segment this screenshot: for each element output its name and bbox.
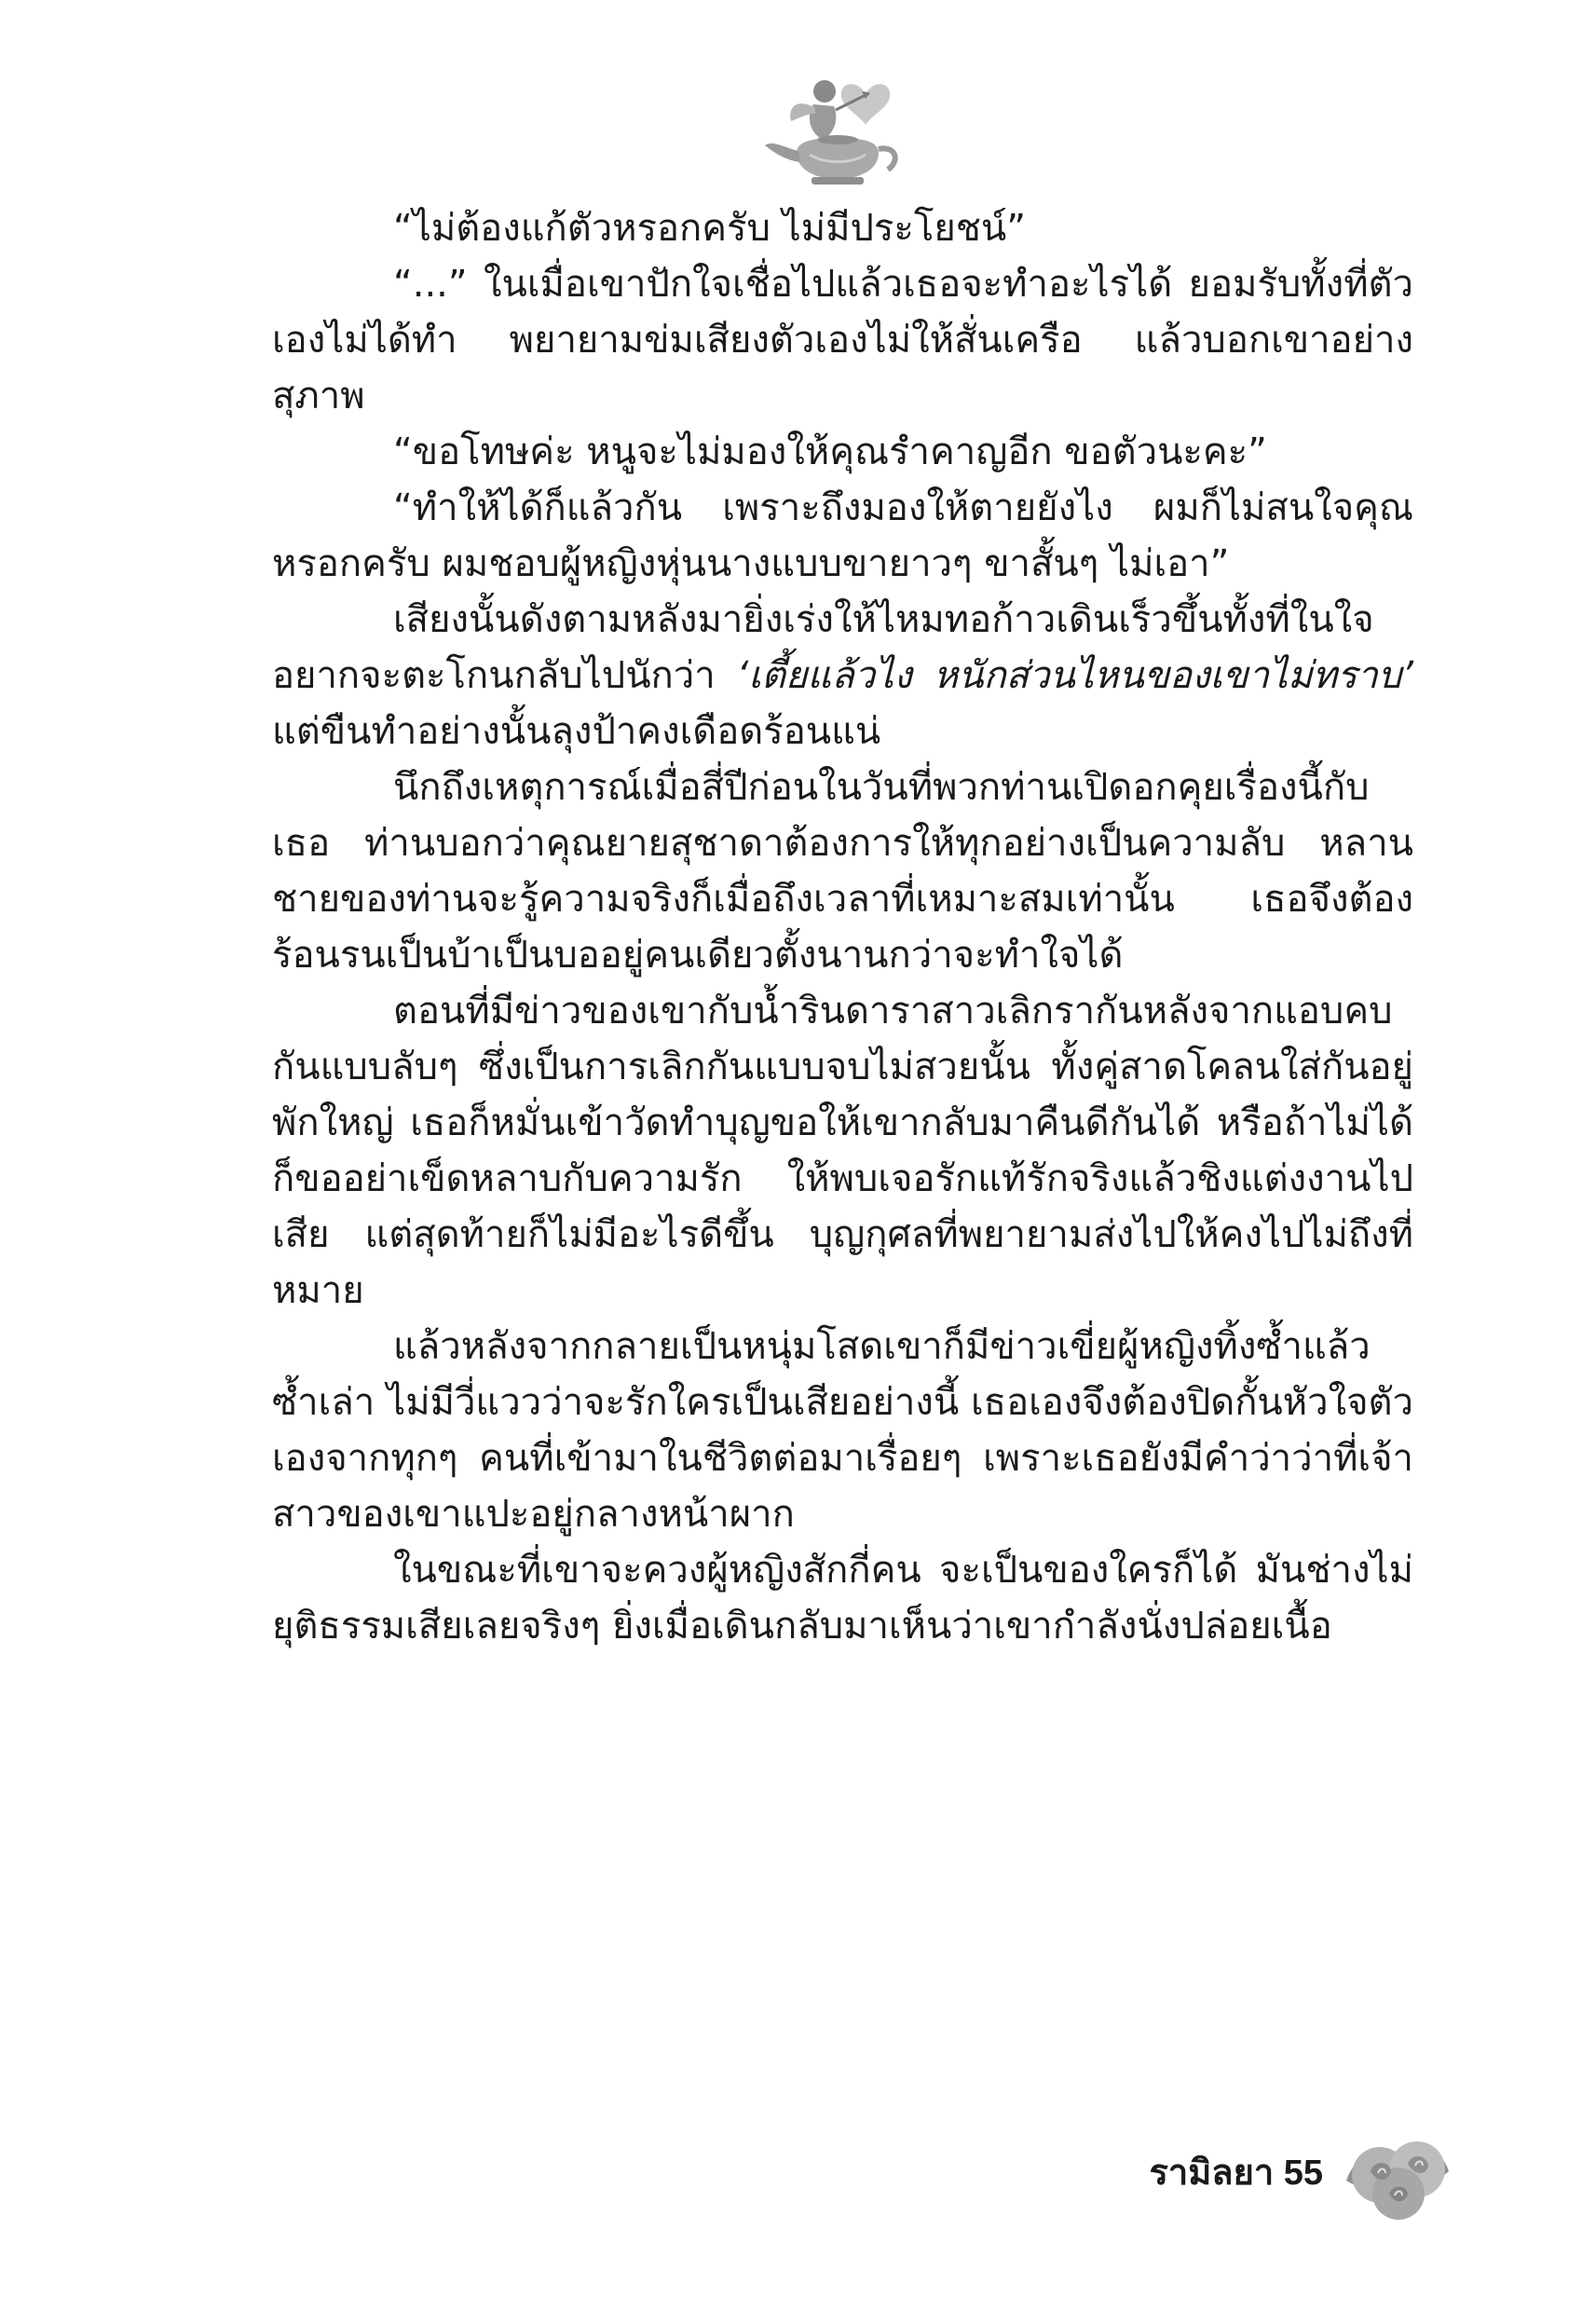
rose-icon	[1337, 2115, 1463, 2227]
paragraph: “ไม่ต้องแก้ตัวหรอกครับ ไม่มีประโยชน์”	[393, 207, 1026, 250]
paragraph: ในขณะที่เขาจะควงผู้หญิงสักกี่คน จะเป็นของใครก็ได้ มันช่างไม่ยุติธรรมเสียเลยจริงๆ ยิ่งเมื่อเดินกลับมาเห็นว่าเขากำลังนั่งปล่อยเนื้อ	[272, 1549, 1413, 1648]
paragraph: “ขอโทษค่ะ หนูจะไม่มองให้คุณรำคาญอีก ขอตัวนะคะ”	[393, 431, 1267, 473]
paragraph	[272, 592, 1413, 759]
paragraph-text: แต่ขืนทำอย่างนั้นลุงป้าคงเดือดร้อนแน่	[272, 710, 881, 753]
body-text	[272, 200, 1413, 1654]
paragraph: แล้วหลังจากกลายเป็นหนุ่มโสดเขาก็มีข่าวเขี่ยผู้หญิงทิ้งซ้ำแล้วซ้ำเล่า ไม่มีวี่แววว่าจะรักใครเป็นเสียอย่างนี้ เธอเองจึงต้องปิดกั้นหัวใจตัวเองจากทุกๆ คนที่เข้ามาในชีวิตต่อมาเรื่อยๆ เพราะเธอยังมีคำว่าว่าที่เจ้าสาวของเขาแปะอยู่กลางหน้าผาก	[272, 1325, 1413, 1536]
paragraph: “...” ในเมื่อเขาปักใจเชื่อไปแล้วเธอจะทำอะไรได้ ยอมรับทั้งที่ตัวเองไม่ได้ทำ พยายามข่มเสียงตัวเองไม่ให้สั่นเครือ แล้วบอกเขาอย่างสุภาพ	[272, 263, 1413, 417]
page-footer	[1071, 2115, 1463, 2236]
paragraph: นึกถึงเหตุการณ์เมื่อสี่ปีก่อนในวันที่พวกท่านเปิดอกคุยเรื่องนี้กับเธอ ท่านบอกว่าคุณยายสุชาดาต้องการให้ทุกอย่างเป็นความลับ หลานชายของท่านจะรู้ความจริงก็เมื่อถึงเวลาที่เหมาะสมเท่านั้น เธอจึงต้องร้อนรนเป็นบ้าเป็นบออยู่คนเดียวตั้งนานกว่าจะทำใจได้	[272, 766, 1413, 977]
cupid-teapot-icon	[759, 56, 918, 196]
paragraph: ตอนที่มีข่าวของเขากับน้ำรินดาราสาวเลิกรากันหลังจากแอบคบกันแบบลับๆ ซึ่งเป็นการเลิกกันแบบจบไม่สวยนั้น ทั้งคู่สาดโคลนใส่กันอยู่พักใหญ่ เธอก็หมั่นเข้าวัดทำบุญขอให้เขากลับมาคืนดีกันได้ หรือถ้าไม่ได้ก็ขออย่าเข็ดหลาบกับความรัก ให้พบเจอรักแท้รักจริงแล้วชิงแต่งงานไปเสีย แต่สุดท้ายก็ไม่มีอะไรดีขึ้น บุญกุศลที่พยายามส่งไปให้คงไปไม่ถึงที่หมาย	[272, 990, 1413, 1312]
footer-author-page: รามิลยา 55	[1149, 2154, 1323, 2193]
paragraph: “ทำให้ได้ก็แล้วกัน เพราะถึงมองให้ตายยังไง ผมก็ไม่สนใจคุณหรอกครับ ผมชอบผู้หญิงหุ่นนางแบบขายาวๆ ขาสั้นๆ ไม่เอา”	[272, 486, 1413, 585]
paragraph-text: เสียงนั้นดังตามหลังมายิ่งเร่งให้ไหมทอก้าวเดินเร็วขึ้นทั้งที่ในใจอยากจะตะโกนกลับไปนักว่า	[272, 598, 1374, 697]
italic-thought: ‘เตี้ยแล้วไง หนักส่วนไหนของเขาไม่ทราบ’	[736, 654, 1413, 697]
